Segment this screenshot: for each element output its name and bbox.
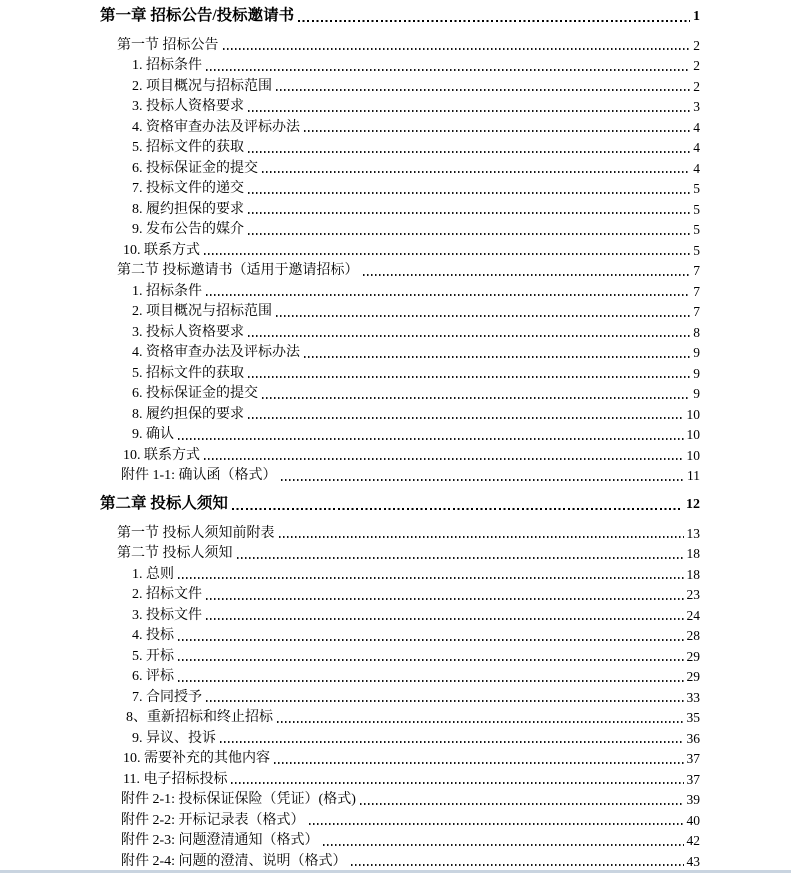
toc-entry-label: 附件 2-2: 开标记录表（格式） [121,812,305,828]
toc-entry-page: 40 [686,812,700,828]
toc-entry-label: 8. 履约担保的要求 [132,406,244,422]
toc-entry-label: 3. 投标人资格要求 [132,324,244,340]
toc-entry-page: 29 [686,648,700,664]
dot-leader [360,803,684,805]
toc-entry-page: 29 [686,669,700,684]
toc-entry-page: 13 [686,525,700,541]
toc-entry-label: 第一章 招标公告/投标邀请书 [100,7,295,24]
toc-entry-page: 37 [686,771,700,787]
dot-leader [206,598,684,600]
toc-entry-label: 10. 需要补充的其他内容 [123,751,270,766]
toc-entry-page: 7 [693,283,700,299]
dot-leader [232,508,683,510]
toc-entry-page: 5 [693,181,700,196]
toc-entry[interactable] [0,177,791,198]
toc-entry[interactable] [0,3,791,25]
toc-entry-label: 7. 投标文件的递交 [132,181,244,196]
toc-entry-label: 1. 招标条件 [132,58,202,73]
toc-entry-label: 5. 开标 [132,648,174,664]
toc-entry-label: 9. 确认 [132,427,174,442]
toc-entry[interactable] [0,603,791,624]
dot-leader [178,680,684,682]
toc-entry-label: 9. 异议、投诉 [132,730,216,746]
toc-entry-label: 附件 2-1: 投标保证保险（凭证）(格式) [121,792,356,807]
toc-entry-page: 35 [686,710,700,725]
toc-entry-label: 1. 招标条件 [132,283,202,299]
toc-entry-page: 10 [686,406,700,422]
toc-entry[interactable] [0,95,791,116]
toc-entry-page: 1 [693,9,700,24]
toc-entry-page: 2 [693,78,700,94]
dot-leader [206,618,684,620]
toc-entry[interactable] [0,521,791,542]
toc-entry-page: 8 [693,324,700,340]
dot-leader [262,171,690,173]
toc-entry-label: 第一节 招标公告 [117,37,219,53]
toc-entry[interactable] [0,542,791,563]
toc-entry-page: 37 [686,751,700,766]
dot-leader [248,110,690,112]
toc-entry[interactable] [0,583,791,604]
toc-entry-page: 9 [693,365,700,381]
toc-entry[interactable] [0,402,791,423]
toc-entry[interactable] [0,443,791,464]
dot-leader [178,577,684,579]
toc-entry-label: 2. 项目概况与招标范围 [132,304,272,319]
toc-entry-label: 9. 发布公告的媒介 [132,222,244,237]
dot-leader [206,700,684,702]
toc-entry-page: 18 [686,546,700,561]
toc-entry-page: 4 [693,140,700,155]
dot-leader [248,376,690,378]
dot-leader [231,782,683,784]
toc-entry-label: 7. 合同授予 [132,689,202,705]
toc-entry[interactable] [0,136,791,157]
dot-leader [323,844,684,846]
toc-entry-label: 1. 总则 [132,566,174,582]
dot-leader [262,397,690,399]
toc-entry-page: 5 [693,242,700,258]
toc-entry-page: 24 [686,607,700,623]
toc-entry-page: 10 [686,447,700,463]
dot-leader [248,212,690,214]
dot-leader [363,274,691,276]
toc-entry-label: 第二节 投标人须知 [117,546,233,561]
toc-entry-page: 5 [693,201,700,217]
toc-entry-page: 12 [686,497,700,512]
dot-leader [178,438,684,440]
toc-entry[interactable] [0,706,791,727]
toc-entry[interactable] [0,382,791,403]
toc-entry-label: 8、重新招标和终止招标 [126,710,273,725]
toc-entry-page: 10 [686,427,700,442]
toc-entry[interactable] [0,808,791,829]
toc-entry-page: 33 [686,689,700,705]
toc-entry[interactable] [0,726,791,747]
dot-leader [276,89,690,91]
toc-entry-page: 2 [693,37,700,53]
toc-entry[interactable] [0,644,791,665]
dot-leader [248,335,690,337]
toc-entry-page: 28 [686,628,700,643]
dot-leader [281,479,684,481]
toc-entry-label: 附件 2-4: 问题的澄清、说明（格式） [121,853,347,869]
toc-entry[interactable] [0,259,791,280]
toc-entry-page: 18 [686,566,700,582]
toc-entry[interactable] [0,33,791,54]
dot-leader [351,864,684,866]
toc-entry[interactable] [0,464,791,485]
toc-entry[interactable] [0,320,791,341]
toc-entry-label: 附件 1-1: 确认函（格式） [121,468,277,483]
toc-entry-label: 第二章 投标人须知 [100,495,228,512]
toc-entry[interactable] [0,300,791,321]
toc-entry[interactable] [0,238,791,259]
toc-entry-label: 2. 项目概况与招标范围 [132,78,272,94]
toc-entry-label: 10. 联系方式 [123,242,200,258]
toc-entry-label: 2. 招标文件 [132,587,202,602]
toc-entry-label: 8. 履约担保的要求 [132,201,244,217]
dot-leader [248,233,690,235]
toc-entry-label: 10. 联系方式 [123,447,200,463]
toc-entry-label: 5. 招标文件的获取 [132,365,244,381]
dot-leader [304,356,690,358]
toc-entry-page: 4 [693,119,700,135]
toc-entry-page: 5 [693,222,700,237]
toc-entry-page: 42 [686,833,700,848]
dot-leader [178,659,684,661]
toc-entry[interactable] [0,562,791,583]
toc-entry[interactable] [0,341,791,362]
toc-entry-label: 3. 投标人资格要求 [132,99,244,114]
dot-leader [248,192,690,194]
dot-leader [220,741,684,743]
dot-leader [309,823,684,825]
toc-entry-page: 2 [693,58,700,73]
dot-leader [248,417,684,419]
toc-entry-label: 附件 2-3: 问题澄清通知（格式） [121,833,319,848]
dot-leader [279,536,684,538]
dot-leader [304,130,690,132]
dot-leader [277,721,684,723]
toc-entry[interactable] [0,849,791,870]
toc-entry[interactable] [0,197,791,218]
toc-entry[interactable] [0,423,791,444]
toc-entry[interactable] [0,747,791,768]
toc-entry-label: 6. 投标保证金的提交 [132,160,258,176]
toc-entry[interactable] [0,685,791,706]
toc-entry-label: 4. 投标 [132,628,174,643]
toc-entry[interactable] [0,156,791,177]
bottom-edge-bar [0,870,791,873]
dot-leader [204,253,690,255]
toc-entry[interactable] [0,788,791,809]
dot-leader [248,151,690,153]
toc-entry[interactable] [0,361,791,382]
toc-entry-page: 7 [693,304,700,319]
toc-entry-label: 4. 资格审查办法及评标办法 [132,119,300,135]
toc-entry[interactable] [0,115,791,136]
toc-entry-label: 6. 评标 [132,669,174,684]
dot-leader [206,294,690,296]
toc-entry[interactable] [0,279,791,300]
dot-leader [298,20,690,22]
toc-entry[interactable] [0,829,791,850]
toc-entry-label: 11. 电子招标投标 [123,771,228,787]
toc-entry-label: 第二节 投标邀请书（适用于邀请招标） [117,263,359,278]
toc-entry[interactable] [0,491,791,513]
toc-entry-page: 3 [693,99,700,114]
toc-entry-list [0,3,791,870]
toc-entry[interactable] [0,767,791,788]
toc-entry-page: 9 [693,345,700,360]
toc-entry-label: 4. 资格审查办法及评标办法 [132,345,300,360]
toc-entry-label: 6. 投标保证金的提交 [132,386,258,401]
dot-leader [178,639,684,641]
dot-leader [223,48,691,50]
toc-entry[interactable] [0,54,791,75]
toc-entry-page: 9 [693,386,700,401]
toc-entry-page: 4 [693,160,700,176]
toc-entry-page: 39 [686,792,700,807]
toc-entry-page: 43 [686,853,700,869]
dot-leader [204,458,684,460]
toc-entry-page: 36 [686,730,700,746]
dot-leader [274,762,684,764]
toc-entry-label: 3. 投标文件 [132,607,202,623]
toc-entry-page: 11 [687,468,700,483]
toc-entry[interactable] [0,665,791,686]
toc-entry[interactable] [0,218,791,239]
dot-leader [237,557,684,559]
dot-leader [206,69,690,71]
toc-entry[interactable] [0,74,791,95]
toc-entry-label: 5. 招标文件的获取 [132,140,244,155]
dot-leader [276,315,690,317]
toc-entry-label: 第一节 投标人须知前附表 [117,525,275,541]
toc-entry-page: 23 [686,587,700,602]
toc-entry[interactable] [0,624,791,645]
toc-entry-page: 7 [693,263,700,278]
